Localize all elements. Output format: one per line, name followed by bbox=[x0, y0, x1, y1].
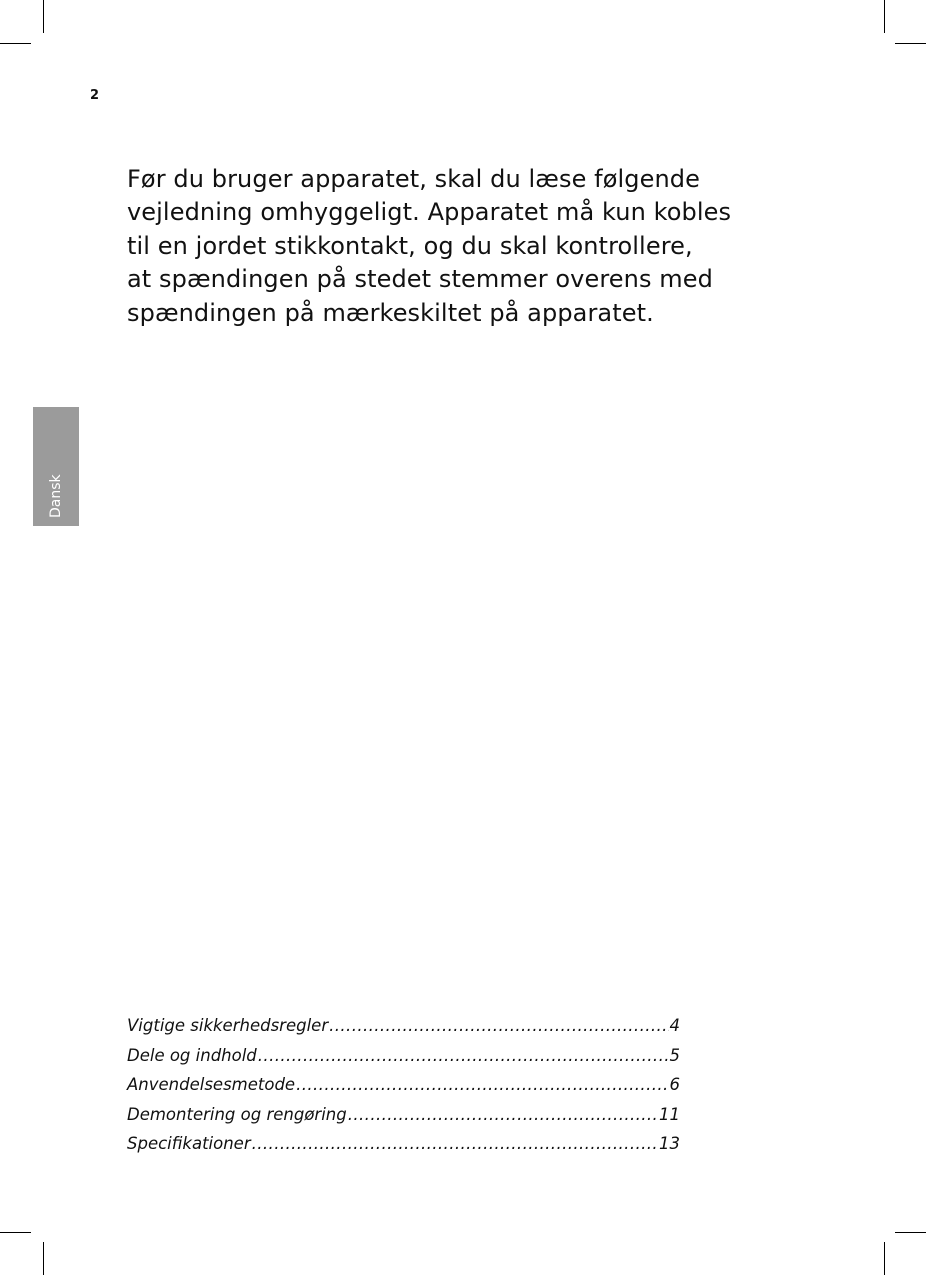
crop-mark-top-right-vertical bbox=[884, 0, 885, 33]
crop-mark-top-right-horizontal bbox=[895, 43, 926, 44]
intro-paragraph bbox=[127, 163, 827, 330]
language-tab bbox=[33, 407, 79, 526]
toc-entry-page: 4 bbox=[669, 1016, 680, 1035]
crop-mark-bottom-right-vertical bbox=[884, 1242, 885, 1275]
toc-entry-cleaning[interactable] bbox=[127, 1100, 680, 1130]
toc-entry-title: Dele og indhold bbox=[127, 1045, 257, 1065]
toc-entry-page: 6 bbox=[669, 1075, 680, 1095]
toc-entry-specifications[interactable] bbox=[127, 1129, 680, 1159]
crop-mark-bottom-left-vertical bbox=[43, 1242, 44, 1275]
intro-line: Før du bruger apparatet, skal du læse følgende bbox=[127, 165, 700, 193]
crop-mark-bottom-right-horizontal bbox=[895, 1232, 926, 1233]
intro-line: til en jordet stikkontakt, og du skal kontrollere, bbox=[127, 231, 693, 260]
toc-leader-dots bbox=[258, 1041, 669, 1071]
toc-leader-dots bbox=[252, 1129, 658, 1159]
intro-line: spændingen på mærkeskiltet på apparatet. bbox=[127, 298, 654, 327]
table-of-contents bbox=[127, 1011, 680, 1159]
toc-entry-page: 11 bbox=[659, 1104, 680, 1124]
toc-entry-safety[interactable] bbox=[127, 1011, 680, 1041]
intro-line: vejledning omhyggeligt. Apparatet må kun kobles bbox=[127, 198, 732, 227]
toc-entry-title: Specifikationer bbox=[127, 1134, 251, 1154]
toc-entry-title: Vigtige sikkerhedsregler bbox=[127, 1016, 329, 1035]
intro-line: at spændingen på stedet stemmer overens med bbox=[127, 265, 713, 294]
toc-leader-dots bbox=[296, 1070, 668, 1100]
toc-leader-dots bbox=[348, 1100, 658, 1130]
toc-entry-usage[interactable] bbox=[127, 1070, 680, 1100]
toc-entry-title: Demontering og rengøring bbox=[127, 1104, 347, 1124]
toc-leader-dots bbox=[329, 1011, 668, 1041]
crop-mark-top-left-vertical bbox=[43, 0, 44, 33]
language-tab-label: Dansk bbox=[48, 474, 64, 518]
toc-entry-title: Anvendelsesmetode bbox=[127, 1075, 296, 1095]
crop-mark-top-left-horizontal bbox=[0, 43, 31, 44]
toc-entry-page: 5 bbox=[669, 1045, 680, 1065]
toc-entry-page: 13 bbox=[659, 1134, 680, 1154]
toc-entry-parts[interactable] bbox=[127, 1041, 680, 1071]
page-number: 2 bbox=[90, 88, 100, 103]
crop-mark-bottom-left-horizontal bbox=[0, 1232, 31, 1233]
